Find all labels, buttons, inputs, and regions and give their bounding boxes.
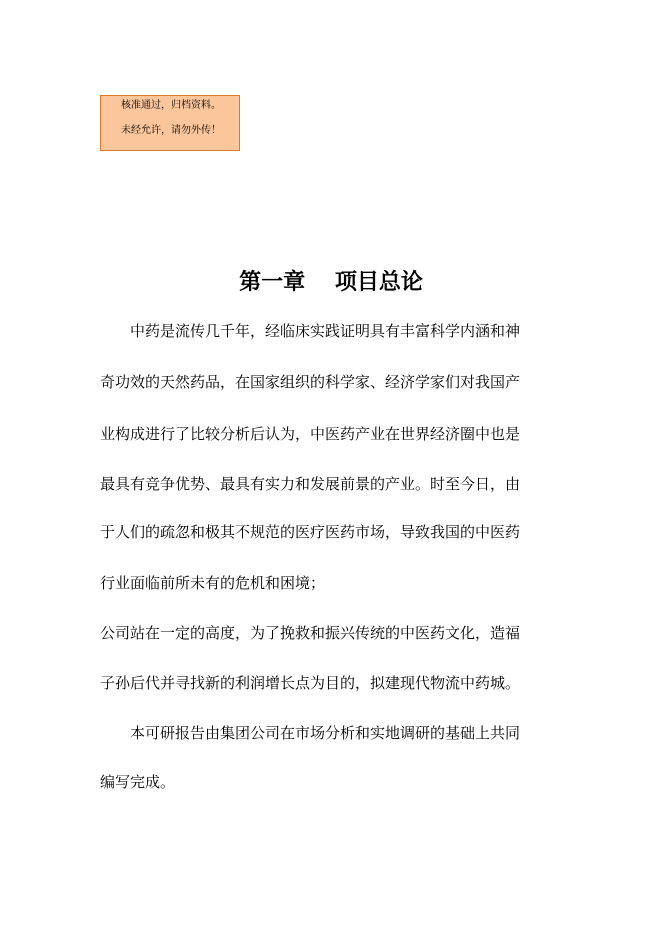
notice-line-confidential: 未经允许，请勿外传！: [121, 125, 221, 136]
text-line: 行业面临前所未有的危机和困境；: [100, 574, 326, 592]
text-line: 子孙后代并寻找新的利润增长点为目的，拟建现代物流中药城。: [100, 674, 521, 692]
text-line: 公司站在一定的高度，为了挽救和振兴传统的中医药文化，造福: [100, 624, 521, 642]
text-line: 本可研报告由集团公司在市场分析和实地调研的基础上共同: [130, 724, 521, 742]
text-line: 业构成进行了比较分析后认为，中医药产业在世界经济圈中也是: [100, 425, 521, 443]
text-line: 编写完成。: [100, 773, 176, 791]
text-line: 最具有竞争优势、最具有实力和发展前景的产业。时至今日，由: [100, 475, 521, 493]
text-line: 中药是流传几千年，经临床实践证明具有丰富科学内涵和神: [130, 322, 521, 340]
text-line: 奇功效的天然药品，在国家组织的科学家、经济学家们对我国产: [100, 373, 521, 391]
notice-line-approved: 核准通过，归档资料。: [121, 100, 221, 111]
approval-notice-box: [100, 95, 240, 151]
chapter-title: 第一章 项目总论: [239, 269, 423, 295]
text-line: 于人们的疏忽和极其不规范的医疗医药市场，导致我国的中医药: [100, 523, 521, 541]
